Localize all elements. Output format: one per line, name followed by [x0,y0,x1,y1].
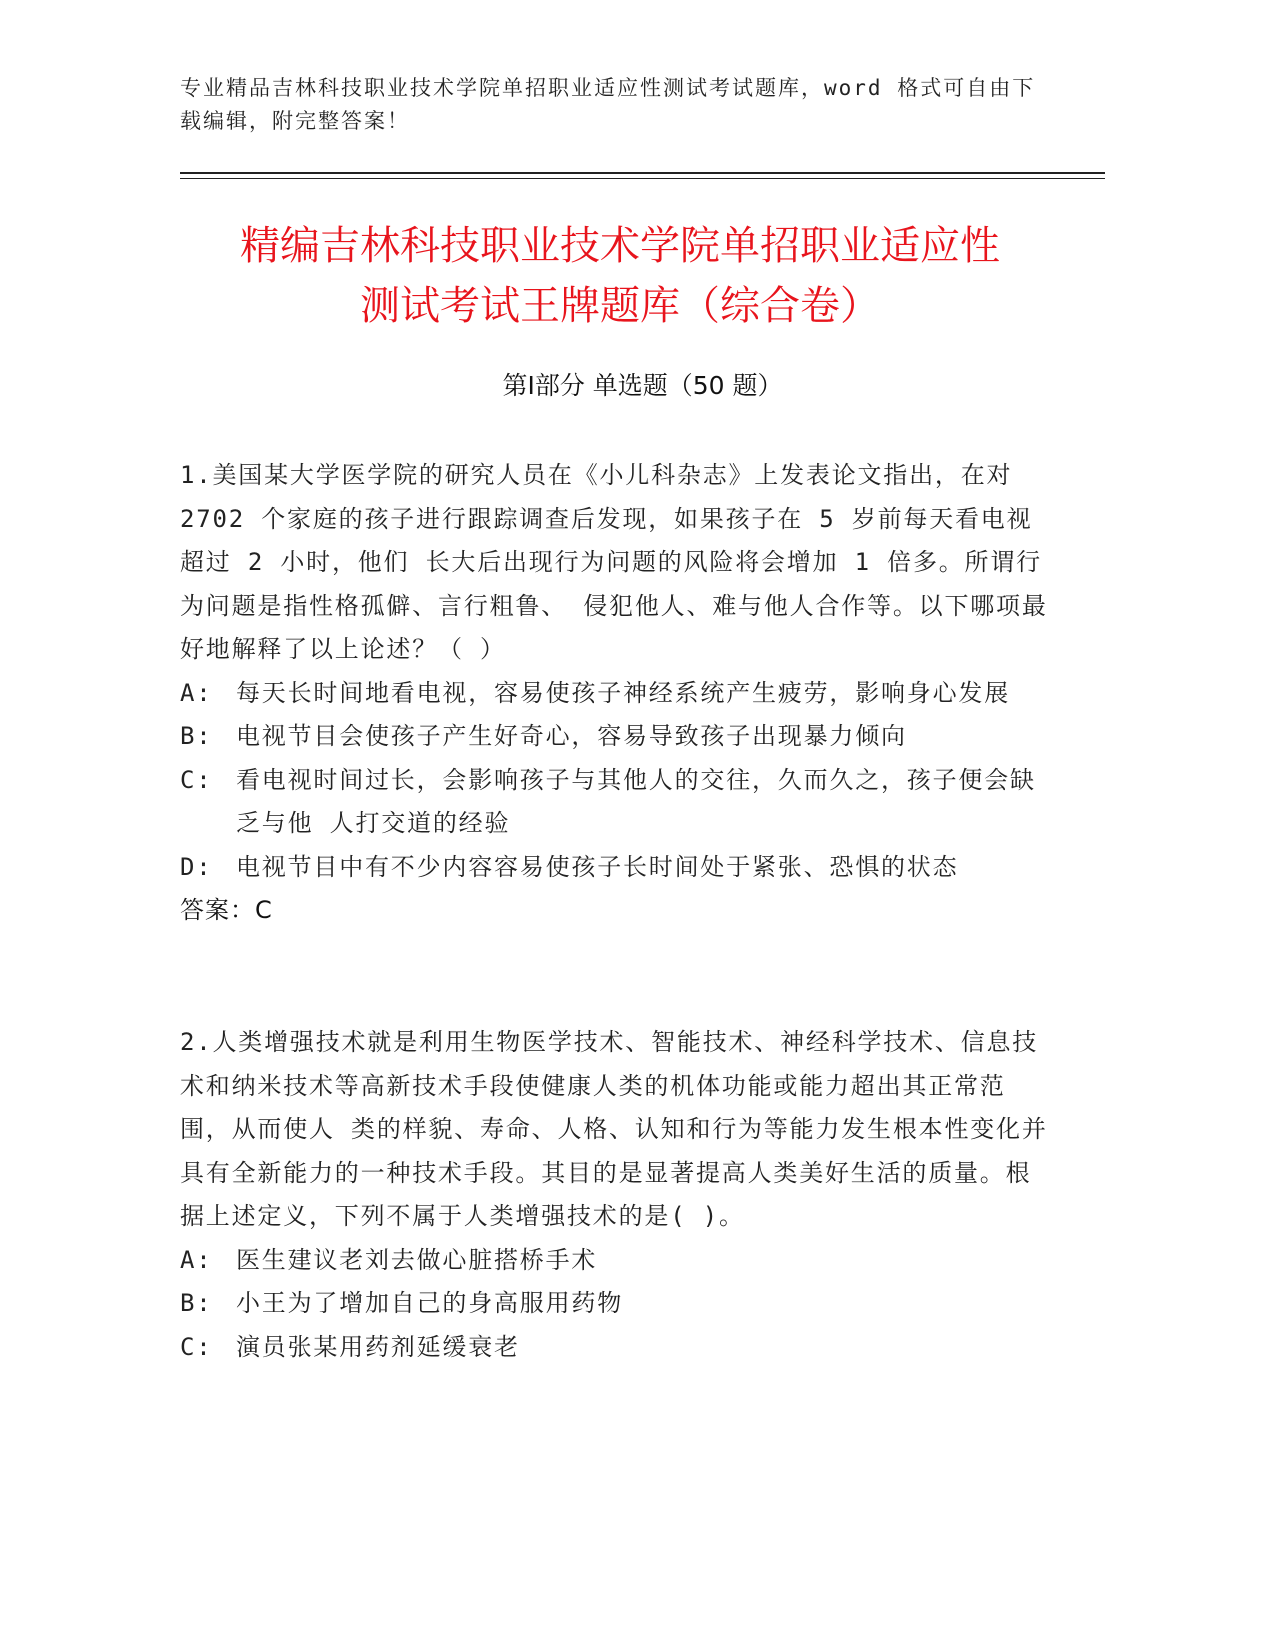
option-text: 医生建议老刘去做心脏搭桥手术 [236,1245,598,1274]
option-text: 演员张某用药剂延缓衰老 [236,1332,520,1361]
option-c [180,1326,1050,1370]
answer-label: 答案：C [180,896,273,924]
option-a [180,1239,1050,1283]
question-stem: 2.人类增强技术就是利用生物医学技术、智能技术、神经科学技术、信息技术和纳米技术等高新技术手段使健康人类的机体功能或能力超出其正常范围，从而使人 类的样貌、寿命、人格、认知和行为等能力发生根本性变化并具有全新能力的一种技术手段。其目的是显著提高人类美好生活的质量。根据上述定义，下列不属于人类增强技术的是( )。 [180,1028,1048,1230]
header-divider-thick [180,172,1105,174]
option-letter: D: [180,852,213,881]
question-stem: 1.美国某大学医学院的研究人员在《小儿科杂志》上发表论文指出，在对 2702 个家庭的孩子进行跟踪调查后发现，如果孩子在 5 岁前每天看电视超过 2 小时，他们 长大后出现行为问题的风险将会增加 1 倍多。所谓行为问题是指性格孤僻、言行粗鲁、 侵犯他人、难与他人合作等。以下哪项最好地解释了以上论述？（ ） [180,461,1048,663]
title-line-1: 精编吉林科技职业技术学院单招职业适应性 [240,223,1000,269]
option-b [180,715,1050,759]
option-letter: B: [180,1289,213,1317]
option-letter: A: [180,1245,213,1274]
option-a [180,672,1050,716]
header-divider-thin [180,178,1105,179]
document-title [140,216,1100,336]
option-text: 每天长时间地看电视，容易使孩子神经系统产生疲劳，影响身心发展 [236,678,1010,707]
question-1 [180,454,1050,933]
option-c [180,759,1050,846]
option-letter: C: [180,765,213,794]
option-b [180,1282,1050,1326]
section-title: 第Ⅰ部分 单选题（50 题） [502,371,783,400]
question-2 [180,1021,1050,1369]
option-letter: A: [180,678,213,707]
option-text: 电视节目会使孩子产生好奇心，容易导致孩子出现暴力倾向 [236,722,907,750]
title-line-2: 测试考试王牌题库（综合卷） [360,283,880,329]
option-text: 看电视时间过长，会影响孩子与其他人的交往，久而久之，孩子便会缺乏与他 人打交道的经验 [236,765,1036,837]
option-letter: C: [180,1332,213,1361]
option-text: 小王为了增加自己的身高服用药物 [236,1289,623,1317]
header-note: 专业精品吉林科技职业技术学院单招职业适应性测试考试题库，word 格式可自由下载编辑，附完整答案！ [180,76,1036,133]
option-d [180,846,1050,890]
option-letter: B: [180,722,213,750]
option-text: 电视节目中有不少内容容易使孩子长时间处于紧张、恐惧的状态 [236,852,959,881]
